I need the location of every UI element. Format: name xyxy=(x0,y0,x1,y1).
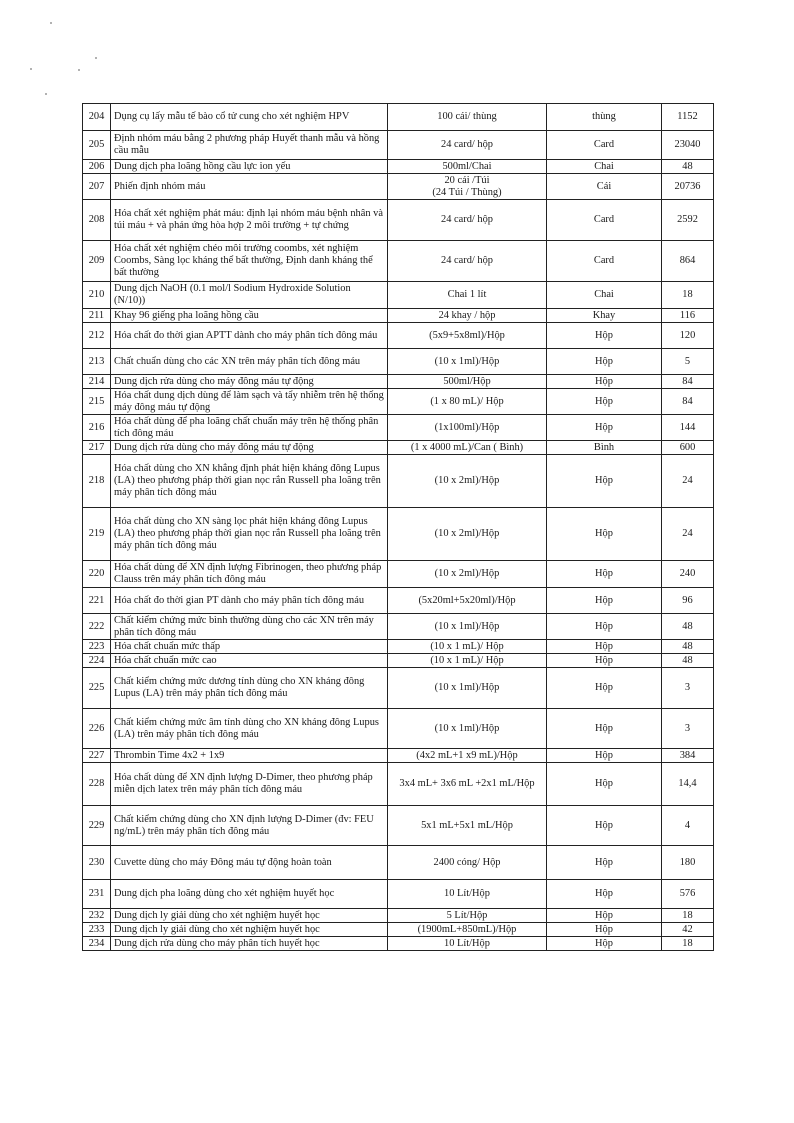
item-name: Chất chuẩn dùng cho các XN trên máy phân tích đông máu xyxy=(111,349,388,375)
item-name: Hóa chất đo thời gian PT dành cho máy phân tích đông máu xyxy=(111,588,388,614)
table-row xyxy=(83,806,714,846)
row-number: 228 xyxy=(83,763,111,806)
item-unit: Card xyxy=(547,241,662,282)
table-row xyxy=(83,614,714,640)
row-number: 231 xyxy=(83,880,111,909)
item-quantity: 24 xyxy=(662,455,714,508)
row-number: 219 xyxy=(83,508,111,561)
item-spec: (5x20ml+5x20ml)/Hộp xyxy=(388,588,547,614)
row-number: 233 xyxy=(83,923,111,937)
item-quantity: 23040 xyxy=(662,131,714,160)
table-row xyxy=(83,104,714,131)
table-row xyxy=(83,749,714,763)
item-unit: Chai xyxy=(547,160,662,174)
table-row xyxy=(83,455,714,508)
scan-speck xyxy=(95,57,97,59)
row-number: 207 xyxy=(83,174,111,200)
table-row xyxy=(83,640,714,654)
item-spec: 10 Lít/Hộp xyxy=(388,937,547,951)
table-row xyxy=(83,282,714,309)
item-quantity: 48 xyxy=(662,614,714,640)
row-number: 222 xyxy=(83,614,111,640)
table-row xyxy=(83,561,714,588)
table-row xyxy=(83,508,714,561)
item-unit: Card xyxy=(547,200,662,241)
item-quantity: 14,4 xyxy=(662,763,714,806)
table-row xyxy=(83,923,714,937)
item-quantity: 576 xyxy=(662,880,714,909)
item-quantity: 144 xyxy=(662,415,714,441)
item-spec: 2400 cóng/ Hộp xyxy=(388,846,547,880)
item-spec: (10 x 2ml)/Hộp xyxy=(388,455,547,508)
item-unit: Hộp xyxy=(547,668,662,709)
table-row xyxy=(83,323,714,349)
item-quantity: 4 xyxy=(662,806,714,846)
item-spec: 24 card/ hộp xyxy=(388,131,547,160)
item-name: Hóa chất dùng để XN định lượng D-Dimer, theo phương pháp miễn dịch latex trên máy phân tích đông máu xyxy=(111,763,388,806)
item-quantity: 180 xyxy=(662,846,714,880)
table-row xyxy=(83,937,714,951)
row-number: 234 xyxy=(83,937,111,951)
table-row xyxy=(83,174,714,200)
row-number: 216 xyxy=(83,415,111,441)
table-row xyxy=(83,389,714,415)
table-row xyxy=(83,588,714,614)
item-quantity: 3 xyxy=(662,709,714,749)
table-row xyxy=(83,375,714,389)
item-name: Dung dịch NaOH (0.1 mol/l Sodium Hydroxide Solution (N/10)) xyxy=(111,282,388,309)
table-row xyxy=(83,241,714,282)
table-row xyxy=(83,309,714,323)
item-unit: Hộp xyxy=(547,323,662,349)
item-unit: Chai xyxy=(547,282,662,309)
item-unit: Hộp xyxy=(547,415,662,441)
table-row xyxy=(83,654,714,668)
item-name: Hóa chất dùng cho XN sàng lọc phát hiện kháng đông Lupus (LA) theo phương pháp thời gian nọc rắn Russell pha loãng trên máy phân tích đông máu xyxy=(111,508,388,561)
row-number: 223 xyxy=(83,640,111,654)
item-spec: (10 x 1ml)/Hộp xyxy=(388,349,547,375)
item-unit: Hộp xyxy=(547,654,662,668)
item-quantity: 24 xyxy=(662,508,714,561)
item-unit: Hộp xyxy=(547,806,662,846)
row-number: 204 xyxy=(83,104,111,131)
item-quantity: 1152 xyxy=(662,104,714,131)
row-number: 213 xyxy=(83,349,111,375)
item-unit: Khay xyxy=(547,309,662,323)
item-name: Hóa chất dùng để XN định lượng Fibrinogen, theo phương pháp Clauss trên máy phân tích đông máu xyxy=(111,561,388,588)
scan-speck xyxy=(50,22,52,24)
item-quantity: 120 xyxy=(662,323,714,349)
item-spec: (1900mL+850mL)/Hộp xyxy=(388,923,547,937)
item-unit: Hộp xyxy=(547,880,662,909)
item-unit: Hộp xyxy=(547,455,662,508)
item-unit: thùng xyxy=(547,104,662,131)
row-number: 208 xyxy=(83,200,111,241)
item-name: Dung dịch rửa dùng cho máy phân tích huyết học xyxy=(111,937,388,951)
row-number: 218 xyxy=(83,455,111,508)
item-quantity: 600 xyxy=(662,441,714,455)
table-row xyxy=(83,415,714,441)
item-spec: (5x9+5x8ml)/Hộp xyxy=(388,323,547,349)
item-name: Hóa chất dung dịch dùng để làm sạch và tẩy nhiễm trên hệ thống máy đông máu tự động xyxy=(111,389,388,415)
item-spec: (10 x 2ml)/Hộp xyxy=(388,561,547,588)
row-number: 226 xyxy=(83,709,111,749)
item-quantity: 18 xyxy=(662,937,714,951)
table-row xyxy=(83,131,714,160)
item-unit: Hộp xyxy=(547,588,662,614)
item-name: Dung dịch ly giải dùng cho xét nghiệm huyết học xyxy=(111,909,388,923)
item-spec: (4x2 mL+1 x9 mL)/Hộp xyxy=(388,749,547,763)
item-quantity: 5 xyxy=(662,349,714,375)
row-number: 221 xyxy=(83,588,111,614)
item-unit: Hộp xyxy=(547,349,662,375)
row-number: 206 xyxy=(83,160,111,174)
item-spec: 24 card/ hộp xyxy=(388,241,547,282)
item-name: Hóa chất xét nghiệm chéo môi trường coombs, xét nghiệm Coombs, Sàng lọc kháng thể bất thường, Định danh kháng thể bất thường xyxy=(111,241,388,282)
item-name: Dung dịch pha loãng hồng cầu lực ion yếu xyxy=(111,160,388,174)
item-unit: Hộp xyxy=(547,389,662,415)
row-number: 212 xyxy=(83,323,111,349)
item-spec: 24 khay / hộp xyxy=(388,309,547,323)
item-name: Chất kiểm chứng dùng cho XN định lượng D-Dimer (đv: FEU ng/mL) trên máy phân tích đông máu xyxy=(111,806,388,846)
item-spec: 3x4 mL+ 3x6 mL +2x1 mL/Hộp xyxy=(388,763,547,806)
item-quantity: 48 xyxy=(662,160,714,174)
table-row xyxy=(83,909,714,923)
item-spec: 10 Lít/Hộp xyxy=(388,880,547,909)
item-name: Thrombin Time 4x2 + 1x9 xyxy=(111,749,388,763)
item-name: Dung dịch ly giải dùng cho xét nghiệm huyết học xyxy=(111,923,388,937)
item-unit: Hộp xyxy=(547,763,662,806)
row-number: 215 xyxy=(83,389,111,415)
item-spec: (10 x 1ml)/Hộp xyxy=(388,709,547,749)
item-quantity: 18 xyxy=(662,282,714,309)
scan-speck xyxy=(30,68,32,70)
item-spec: 5x1 mL+5x1 mL/Hộp xyxy=(388,806,547,846)
row-number: 227 xyxy=(83,749,111,763)
item-spec: 24 card/ hộp xyxy=(388,200,547,241)
item-spec: 500ml/Hộp xyxy=(388,375,547,389)
item-unit: Bình xyxy=(547,441,662,455)
item-spec: 500ml/Chai xyxy=(388,160,547,174)
item-name: Định nhóm máu bằng 2 phương pháp Huyết thanh mẫu và hồng cầu mẫu xyxy=(111,131,388,160)
item-name: Chất kiểm chứng mức bình thường dùng cho các XN trên máy phân tích đông máu xyxy=(111,614,388,640)
item-spec: (1 x 4000 mL)/Can ( Bình) xyxy=(388,441,547,455)
row-number: 220 xyxy=(83,561,111,588)
item-unit: Hộp xyxy=(547,640,662,654)
table-row xyxy=(83,846,714,880)
row-number: 217 xyxy=(83,441,111,455)
row-number: 210 xyxy=(83,282,111,309)
item-spec: (10 x 1 mL)/ Hộp xyxy=(388,640,547,654)
table-row xyxy=(83,668,714,709)
item-name: Hóa chất chuẩn mức thấp xyxy=(111,640,388,654)
item-unit: Hộp xyxy=(547,909,662,923)
item-quantity: 864 xyxy=(662,241,714,282)
row-number: 214 xyxy=(83,375,111,389)
item-name: Cuvette dùng cho máy Đông máu tự động hoàn toàn xyxy=(111,846,388,880)
item-name: Dung dịch pha loãng dùng cho xét nghiệm huyết học xyxy=(111,880,388,909)
item-quantity: 48 xyxy=(662,640,714,654)
item-unit: Hộp xyxy=(547,709,662,749)
item-name: Dung dịch rửa dùng cho máy đông máu tự động xyxy=(111,441,388,455)
item-unit: Hộp xyxy=(547,749,662,763)
item-name: Hóa chất đo thời gian APTT dành cho máy phân tích đông máu xyxy=(111,323,388,349)
item-spec: (10 x 1ml)/Hộp xyxy=(388,614,547,640)
scan-speck xyxy=(78,69,80,71)
item-unit: Hộp xyxy=(547,846,662,880)
item-name: Dung dịch rửa dùng cho máy đông máu tự động xyxy=(111,375,388,389)
item-spec: (1x100ml)/Hộp xyxy=(388,415,547,441)
item-name: Hóa chất chuẩn mức cao xyxy=(111,654,388,668)
row-number: 224 xyxy=(83,654,111,668)
table-row xyxy=(83,349,714,375)
item-spec: (10 x 1 mL)/ Hộp xyxy=(388,654,547,668)
row-number: 211 xyxy=(83,309,111,323)
item-unit: Cái xyxy=(547,174,662,200)
table-body xyxy=(83,104,714,951)
item-quantity: 84 xyxy=(662,389,714,415)
item-name: Dụng cụ lấy mẫu tế bào cổ tử cung cho xét nghiệm HPV xyxy=(111,104,388,131)
item-name: Chất kiểm chứng mức dương tính dùng cho XN kháng đông Lupus (LA) trên máy phân tích đông máu xyxy=(111,668,388,709)
item-quantity: 240 xyxy=(662,561,714,588)
row-number: 230 xyxy=(83,846,111,880)
item-spec: 20 cái /Túi (24 Túi / Thùng) xyxy=(388,174,547,200)
item-name: Hóa chất xét nghiệm phát máu: định lại nhóm máu bệnh nhân và túi máu + và phản ứng hòa hợp 2 môi trường + tự chứng xyxy=(111,200,388,241)
item-unit: Hộp xyxy=(547,561,662,588)
scan-speck xyxy=(45,93,47,95)
item-quantity: 20736 xyxy=(662,174,714,200)
item-name: Phiến định nhóm máu xyxy=(111,174,388,200)
table-row xyxy=(83,709,714,749)
row-number: 232 xyxy=(83,909,111,923)
table-row xyxy=(83,200,714,241)
table-row xyxy=(83,880,714,909)
item-quantity: 48 xyxy=(662,654,714,668)
item-spec: 5 Lít/Hộp xyxy=(388,909,547,923)
item-quantity: 96 xyxy=(662,588,714,614)
item-spec: (10 x 2ml)/Hộp xyxy=(388,508,547,561)
item-unit: Card xyxy=(547,131,662,160)
item-quantity: 384 xyxy=(662,749,714,763)
item-spec: (1 x 80 mL)/ Hộp xyxy=(388,389,547,415)
table-row xyxy=(83,441,714,455)
row-number: 205 xyxy=(83,131,111,160)
supply-table xyxy=(82,103,714,951)
item-name: Chất kiểm chứng mức âm tính dùng cho XN kháng đông Lupus (LA) trên máy phân tích đông máu xyxy=(111,709,388,749)
item-spec: Chai 1 lít xyxy=(388,282,547,309)
item-quantity: 84 xyxy=(662,375,714,389)
table-row xyxy=(83,160,714,174)
item-quantity: 18 xyxy=(662,909,714,923)
item-quantity: 2592 xyxy=(662,200,714,241)
row-number: 209 xyxy=(83,241,111,282)
item-unit: Hộp xyxy=(547,375,662,389)
item-quantity: 3 xyxy=(662,668,714,709)
item-spec: (10 x 1ml)/Hộp xyxy=(388,668,547,709)
item-unit: Hộp xyxy=(547,937,662,951)
item-quantity: 116 xyxy=(662,309,714,323)
item-name: Hóa chất dùng cho XN khẳng định phát hiện kháng đông Lupus (LA) theo phương pháp thời gian nọc rắn Russell pha loãng trên máy phân tích đông máu xyxy=(111,455,388,508)
item-spec: 100 cái/ thùng xyxy=(388,104,547,131)
item-name: Hóa chất dùng để pha loãng chất chuẩn máy trên hệ thống phân tích đông máu xyxy=(111,415,388,441)
item-quantity: 42 xyxy=(662,923,714,937)
item-unit: Hộp xyxy=(547,614,662,640)
row-number: 229 xyxy=(83,806,111,846)
item-unit: Hộp xyxy=(547,923,662,937)
table-row xyxy=(83,763,714,806)
item-name: Khay 96 giếng pha loãng hồng cầu xyxy=(111,309,388,323)
item-unit: Hộp xyxy=(547,508,662,561)
row-number: 225 xyxy=(83,668,111,709)
